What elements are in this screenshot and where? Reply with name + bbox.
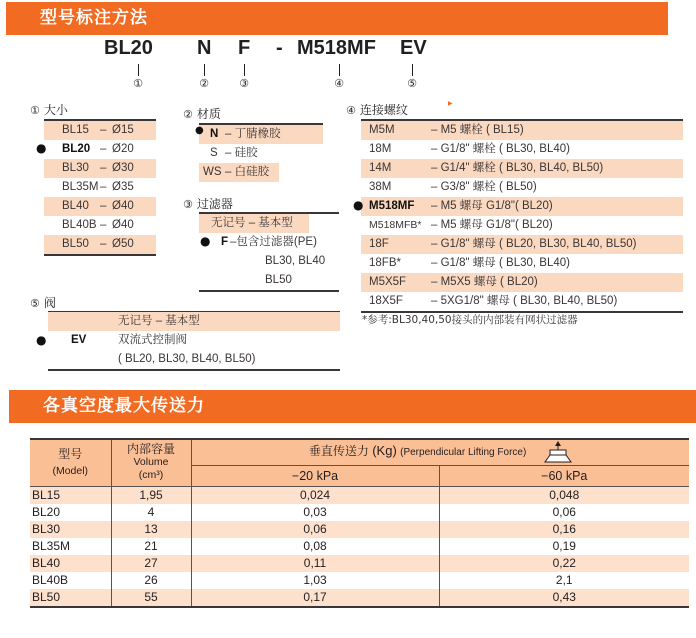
selected-bullet-icon: ● <box>200 234 211 248</box>
selected-bullet-icon: ● <box>36 333 47 347</box>
valve-list <box>48 311 340 371</box>
thread-item: 18M – G1/8" 螺栓 ( BL30, BL40) <box>369 143 570 155</box>
code-tick <box>138 64 139 76</box>
material-section-title: ② 材质 <box>183 107 221 121</box>
size-item-bl40: BL40 – Ø40 <box>44 197 156 216</box>
section-title: 型号标注方法 <box>40 8 148 28</box>
triangle-marker-icon: ▶ <box>448 100 453 107</box>
size-item-bl35m: BL35M – Ø35 <box>62 181 134 193</box>
valve-section-title: ⑤ 阀 <box>30 296 56 310</box>
filter-item-models: BL30, BL40 <box>265 255 326 267</box>
code-thread: M518MF <box>297 37 376 59</box>
size-item-bl15: BL15 – Ø15 <box>44 121 156 140</box>
selected-bullet-icon: ● <box>36 141 47 155</box>
thread-item: 38M – G3/8" 螺栓 ( BL50) <box>369 181 537 193</box>
table-row: BL15 1,95 0,024 0,048 <box>30 486 689 504</box>
code-tick <box>204 64 205 76</box>
valve-item-basic: 无记号 – 基本型 <box>48 312 340 331</box>
marker-1: ① <box>133 77 143 90</box>
thread-item: M5X5F – M5X5 螺母 ( BL20) <box>361 273 683 292</box>
thread-section-title: ④ 连接螺纹 <box>346 103 408 117</box>
col-header-volume: 内部容量 Volume (cm³) <box>111 439 191 486</box>
col-header-60kpa: −60 kPa <box>439 465 689 486</box>
col-header-20kpa: −20 kPa <box>191 465 439 486</box>
filter-item-models-2: BL50 <box>265 274 292 286</box>
marker-4: ④ <box>334 77 344 90</box>
size-item-bl40b: BL40B – Ø40 <box>62 219 134 231</box>
valve-item-models: ( BL20, BL30, BL40, BL50) <box>118 353 256 365</box>
filter-list <box>199 212 339 292</box>
lifting-force-icon <box>544 441 572 463</box>
thread-list <box>361 119 683 313</box>
code-dash: - <box>276 37 283 59</box>
code-tick <box>339 64 340 76</box>
selected-bullet-icon: ● <box>195 125 204 136</box>
material-item-n: N – 丁腈橡胶 <box>199 125 323 144</box>
code-tick <box>412 64 413 76</box>
thread-note: *参考:BL30,40,50接头的内部装有网状过滤器 <box>362 314 578 326</box>
code-filter: F <box>238 37 251 59</box>
table-row: BL20 4 0,03 0,06 <box>32 504 576 519</box>
filter-item-basic: 无记号 – 基本型 <box>199 214 309 233</box>
table-row: BL35M 21 0,08 0,19 <box>32 538 576 553</box>
material-item-ws: WS – 白硅胶 <box>199 163 279 182</box>
code-material: N <box>197 37 212 59</box>
size-item-bl20: BL20 – Ø20 <box>62 143 134 155</box>
size-list <box>44 119 156 256</box>
section-banner-max-force <box>9 390 696 423</box>
marker-5: ⑤ <box>407 77 417 90</box>
col-header-force: 垂直传送力 (Kg) (Perpendicular Lifting Force) <box>191 439 689 465</box>
code-size: BL20 <box>104 37 153 59</box>
code-tick <box>244 64 245 76</box>
size-item-bl30: BL30 – Ø30 <box>44 159 156 178</box>
selected-bullet-icon: ● <box>353 198 364 212</box>
thread-item: M5M – M5 螺栓 ( BL15) <box>361 121 683 140</box>
thread-item-selected: M518MF – M5 螺母 G1/8"( BL20) <box>361 197 683 216</box>
table-row: BL40 27 0,11 0,22 <box>30 555 689 572</box>
size-section-title: ① 大小 <box>30 103 68 117</box>
valve-item-ev: EV 双流式控制阀 <box>71 334 187 346</box>
filter-section-title: ③ 过滤器 <box>183 197 233 211</box>
thread-item: 14M – G1/4" 螺栓 ( BL30, BL40, BL50) <box>361 159 683 178</box>
marker-2: ② <box>199 77 209 90</box>
table-row: BL40B 26 1,03 2,1 <box>32 572 573 587</box>
size-item-bl50: BL50 – Ø50 <box>44 235 156 254</box>
thread-item: 18F – G1/8" 螺母 ( BL20, BL30, BL40, BL50) <box>361 235 683 254</box>
thread-item: M518MFB* – M5 螺母 G1/8"( BL20) <box>369 219 553 231</box>
model-code-example <box>0 37 696 97</box>
col-header-model: 型号 (Model) <box>30 439 111 486</box>
marker-3: ③ <box>239 77 249 90</box>
section-title: 各真空度最大传送力 <box>43 396 205 416</box>
section-banner-model-notation <box>6 2 668 35</box>
table-row: BL30 13 0,06 0,16 <box>30 521 689 538</box>
thread-item: 18X5F – 5XG1/8" 螺母 ( BL30, BL40, BL50) <box>369 295 618 307</box>
material-item-s: S – 硅胶 <box>210 147 258 159</box>
thread-item: 18FB* – G1/8" 螺母 ( BL30, BL40) <box>369 257 570 269</box>
material-list <box>199 123 323 182</box>
filter-item-f: F –包含过滤器(PE) <box>221 236 317 248</box>
code-valve: EV <box>400 37 427 59</box>
max-force-table <box>30 438 689 608</box>
table-row: BL50 55 0,17 0,43 <box>30 589 689 607</box>
